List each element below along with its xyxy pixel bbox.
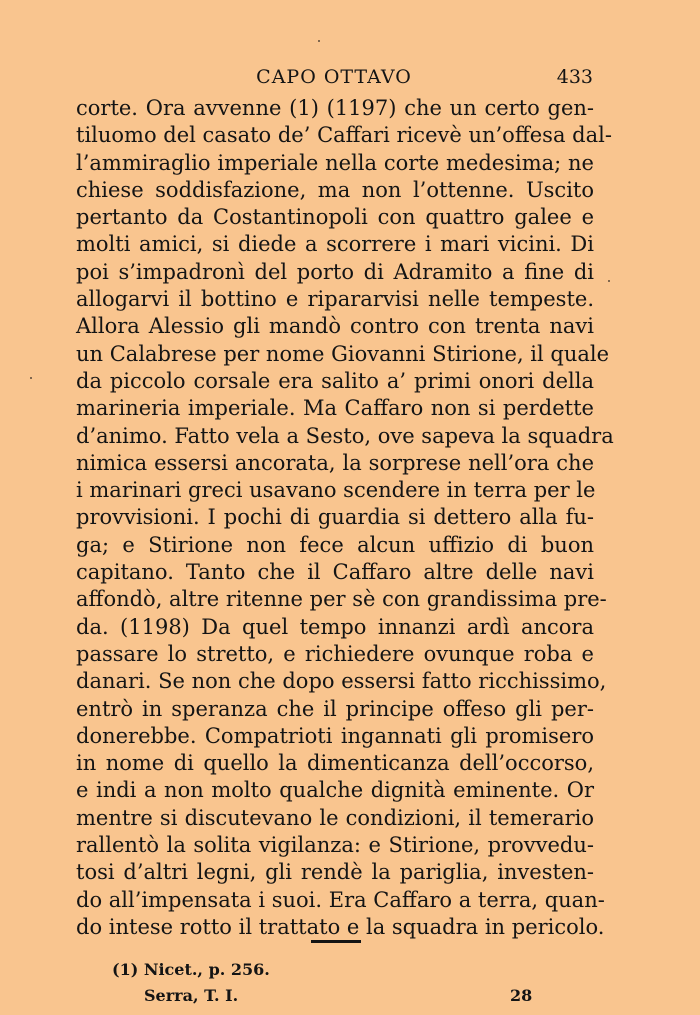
text-line: da piccolo corsale era salito a’ primi onori della — [76, 368, 594, 393]
page-number: 433 — [556, 66, 593, 88]
text-line: da. (1198) Da quel tempo innanzi ardì ancora — [76, 614, 594, 639]
text-line: poi s’impadronì del porto di Adramito a fine di — [76, 259, 594, 284]
text-line: tiluomo del casato de’ Caffari ricevè un’offesa dal- — [76, 123, 612, 148]
text-line: affondò, altre ritenne per sè con grandissima pre- — [76, 587, 607, 612]
text-line: e indi a non molto qualche dignità eminente. Or — [76, 778, 594, 803]
text-line: entrò in speranza che il principe offeso gli per- — [76, 696, 594, 721]
text-line: i marinari greci usavano scendere in terra per le — [76, 478, 596, 503]
signature-mark: 28 — [510, 986, 533, 1005]
text-line: donerebbe. Compatrioti ingannati gli promisero — [76, 723, 594, 748]
text-line: nimica essersi ancorata, la sorprese nell’ora che — [76, 450, 594, 475]
text-line: ga; e Stirione non fece alcun uffizio di buon — [76, 532, 594, 557]
scan-speck — [30, 377, 32, 379]
running-title: CAPO OTTAVO — [256, 66, 412, 88]
text-line: chiese soddisfazione, ma non l’ottenne. Uscito — [76, 177, 594, 202]
text-line: pertanto da Costantinopoli con quattro galee e — [76, 205, 594, 230]
text-line: marineria imperiale. Ma Caffaro non si perdette — [76, 396, 594, 421]
text-line: capitano. Tanto che il Caffaro altre delle navi — [76, 560, 594, 585]
text-line: allogarvi il bottino e ripararvisi nelle tempeste. — [76, 287, 594, 312]
text-line: do all’impensata i suoi. Era Caffaro a terra, quan- — [76, 887, 605, 912]
signature-author: Serra, T. I. — [144, 986, 239, 1005]
footnote: (1) Nicet., p. 256. — [112, 960, 270, 979]
page-header — [75, 64, 593, 92]
text-line: provvisioni. I pochi di guardia si dettero alla fu- — [76, 505, 594, 530]
text-line: d’animo. Fatto vela a Sesto, ove sapeva la squadra — [76, 423, 614, 448]
footnote-divider — [311, 940, 361, 943]
text-line: molti amici, si diede a scorrere i mari vicini. Di — [76, 232, 594, 257]
text-line: rallentò la solita vigilanza: e Stirione, provvedu- — [76, 833, 594, 858]
body-text — [76, 95, 614, 941]
text-line: corte. Ora avvenne (1) (1197) che un certo gen- — [76, 96, 594, 120]
text-line: tosi d’altri legni, gli rendè la pariglia, investen- — [76, 860, 594, 885]
text-line: passare lo stretto, e richiedere ovunque roba e — [76, 641, 594, 666]
scan-speck — [608, 280, 610, 282]
text-line: mentre si discutevano le condizioni, il temerario — [76, 805, 594, 830]
text-line: un Calabrese per nome Giovanni Stirione, il quale — [76, 341, 610, 366]
text-line: Allora Alessio gli mandò contro con trenta navi — [76, 314, 594, 339]
text-line: l’ammiraglio imperiale nella corte medesima; ne — [76, 150, 594, 175]
scan-speck — [318, 40, 320, 42]
text-line: danari. Se non che dopo essersi fatto ricchissimo, — [76, 669, 607, 694]
text-line: do intese rotto il trattato e la squadra in pericolo. — [76, 914, 605, 939]
text-line: in nome di quello la dimenticanza dell’occorso, — [76, 751, 594, 776]
